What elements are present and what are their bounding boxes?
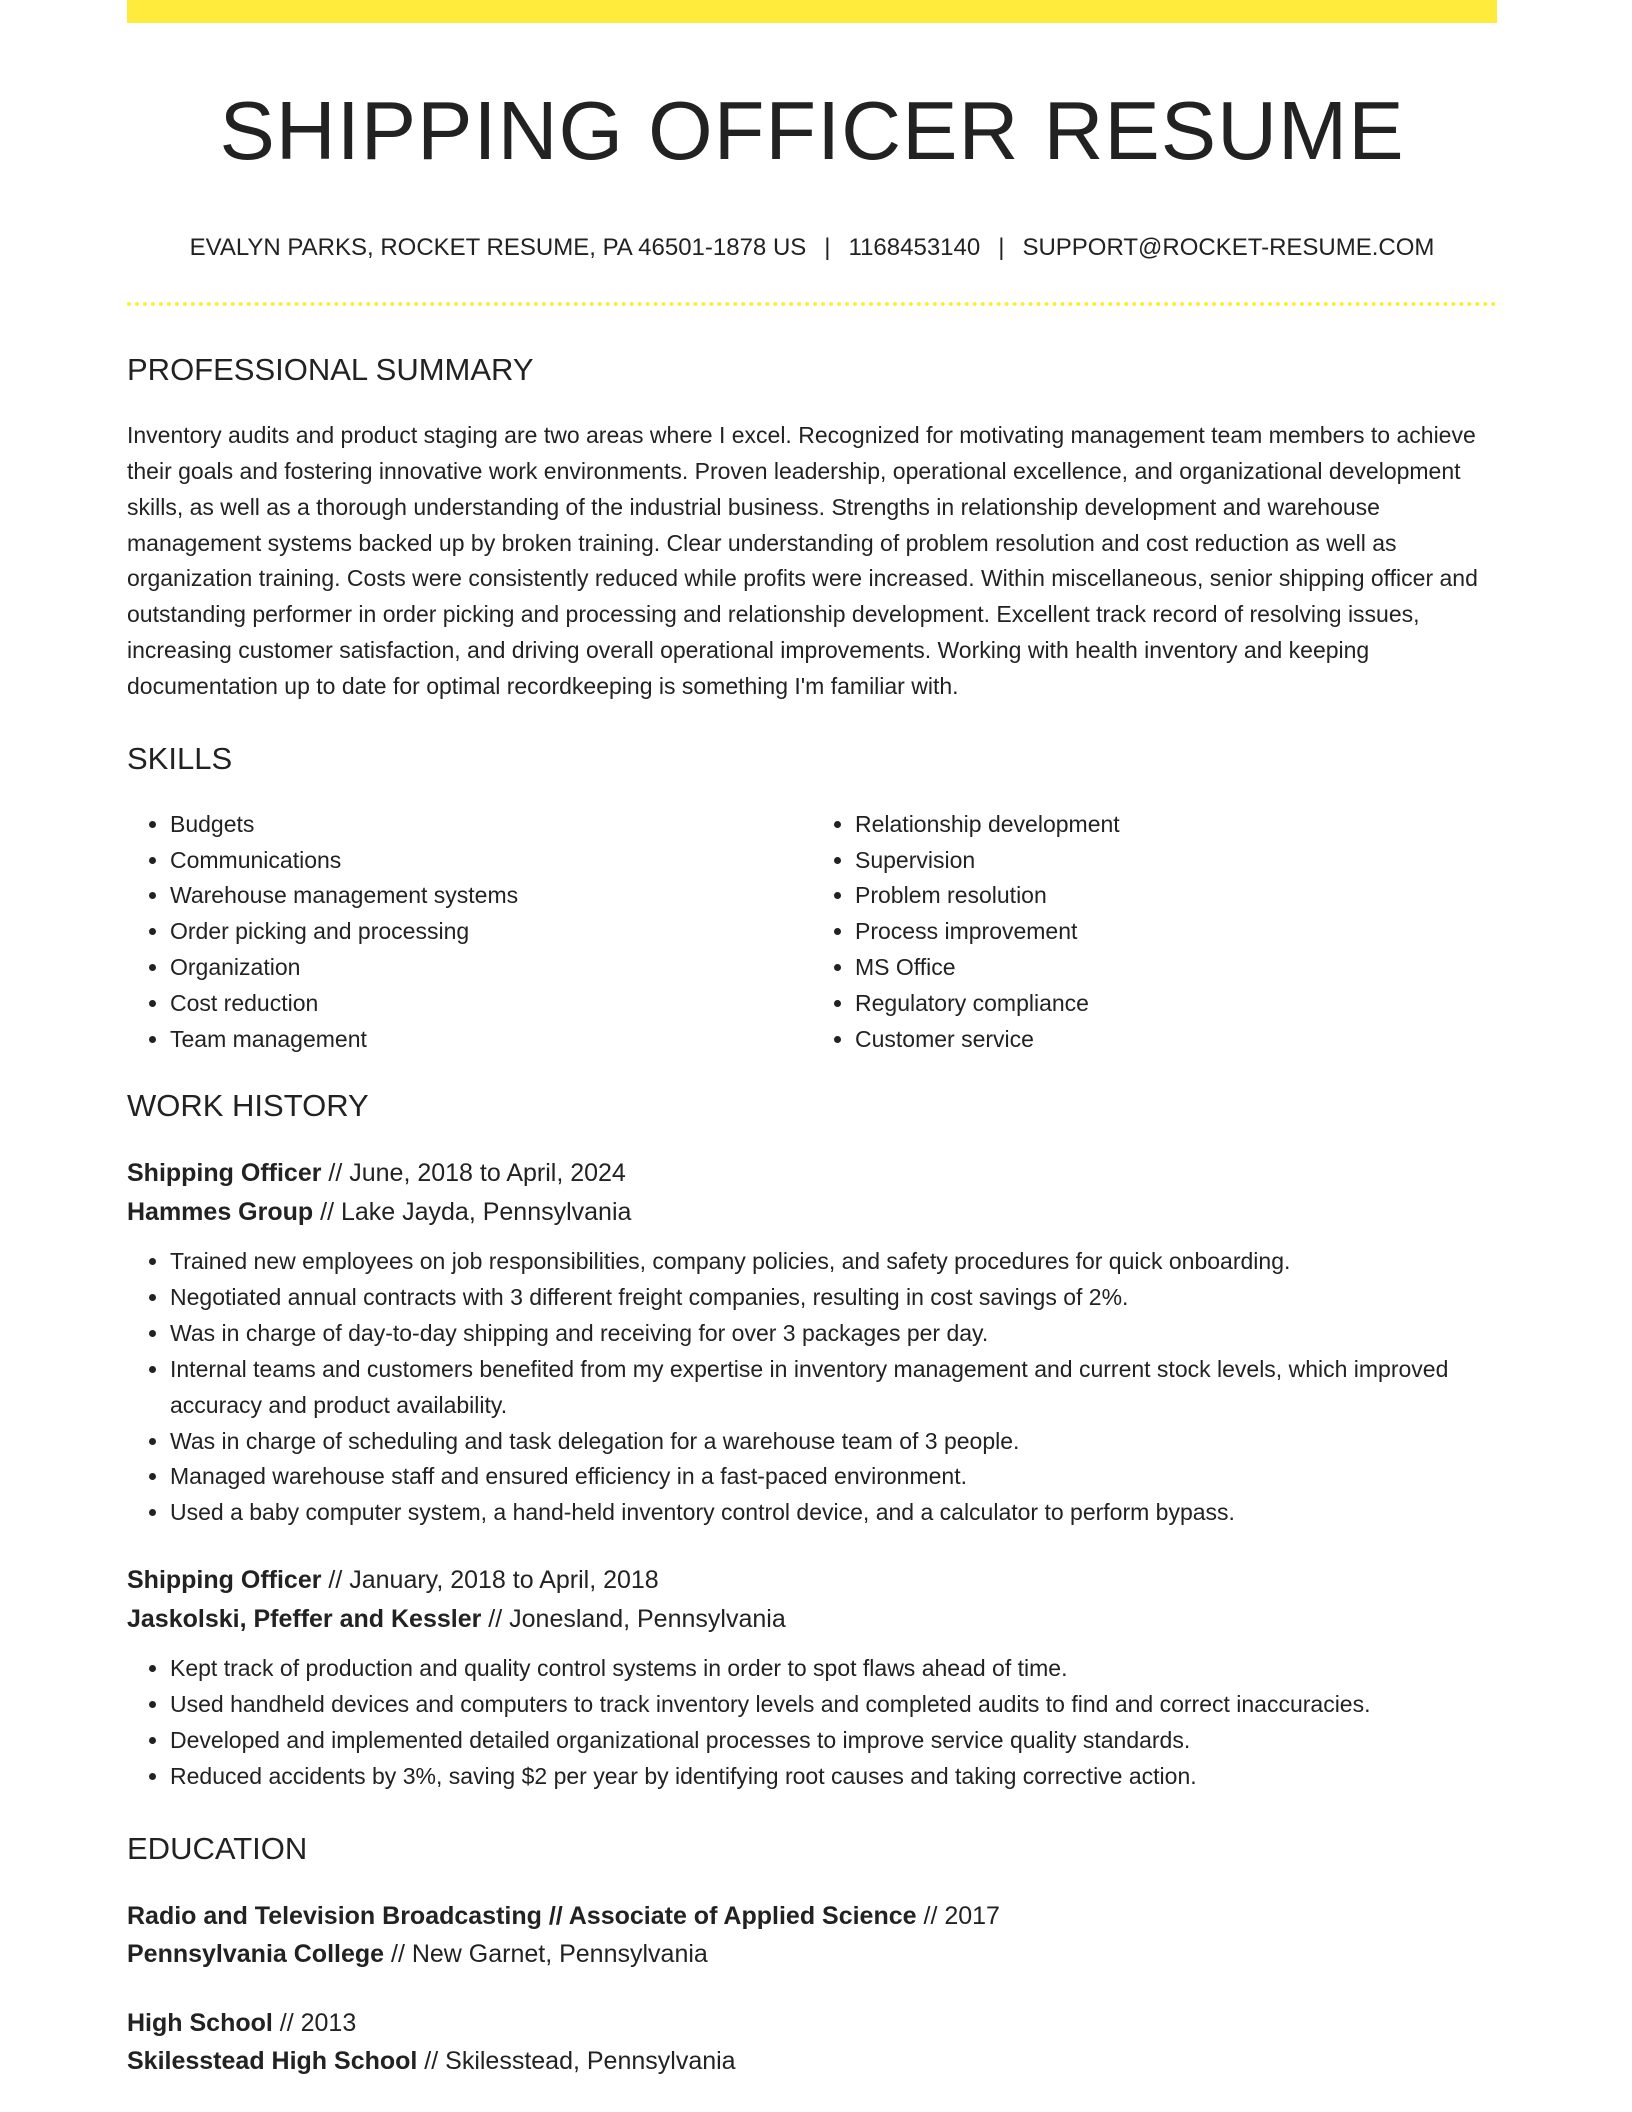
job-bullet: • Developed and implemented detailed organizational processes to improve service quality standards.: [170, 1723, 1497, 1759]
skill-item: • Team management: [170, 1022, 812, 1058]
education-heading: EDUCATION: [127, 1830, 308, 1866]
job-bullets: [127, 1244, 1497, 1531]
job-company-line: [127, 1600, 1497, 1639]
skill-item: • Budgets: [170, 807, 812, 843]
job-bullet: • Used handheld devices and computers to track inventory levels and completed audits to find and correct inaccuracies.: [170, 1687, 1497, 1723]
education-school-line: [127, 2042, 1497, 2080]
skill-item: • Cost reduction: [170, 986, 812, 1022]
contact-email: SUPPORT@ROCKET-RESUME.COM: [1022, 234, 1435, 262]
job-bullet: • Was in charge of scheduling and task delegation for a warehouse team of 3 people.: [170, 1424, 1497, 1460]
skill-item: • Supervision: [855, 843, 1497, 879]
skills-column-right: [812, 807, 1497, 1058]
resume-title: SHIPPING OFFICER RESUME: [219, 84, 1405, 177]
job-title: Shipping Officer: [127, 1159, 322, 1188]
education-school-line: [127, 1935, 1497, 1973]
job-company: Hammes Group: [127, 1198, 314, 1227]
job-bullets: [127, 1651, 1497, 1795]
skill-item: • Order picking and processing: [170, 914, 812, 950]
education-entry: [127, 1897, 1497, 1973]
contact-address: EVALYN PARKS, ROCKET RESUME, PA 46501-1878 US: [189, 234, 807, 262]
skills-column-left: [127, 807, 812, 1058]
job-bullet: • Was in charge of day-to-day shipping and receiving for over 3 packages per day.: [170, 1316, 1497, 1352]
education-year: // 2017: [916, 1901, 1000, 1930]
dotted-divider: [127, 302, 1497, 306]
contact-phone: 1168453140: [848, 234, 981, 262]
education-location: // New Garnet, Pennsylvania: [384, 1939, 708, 1968]
education-degree: Radio and Television Broadcasting // Associate of Applied Science: [127, 1901, 917, 1930]
job-location: // Jonesland, Pennsylvania: [481, 1605, 786, 1634]
skill-item: • Problem resolution: [855, 878, 1497, 914]
resume-page: [127, 0, 1497, 2080]
job-company: Jaskolski, Pfeffer and Kessler: [127, 1605, 482, 1634]
job-bullet: • Negotiated annual contracts with 3 different freight companies, resulting in cost savings of 2%.: [170, 1280, 1497, 1316]
education-degree-line: [127, 2004, 1497, 2042]
education-degree-line: [127, 1897, 1497, 1935]
job-entry: [127, 1561, 1497, 1795]
skill-item: • Regulatory compliance: [855, 986, 1497, 1022]
job-bullet: • Internal teams and customers benefited from my expertise in inventory management and current stock levels, which improved accuracy and product availability.: [170, 1352, 1497, 1424]
skill-item: • Organization: [170, 950, 812, 986]
job-bullet: • Managed warehouse staff and ensured efficiency in a fast-paced environment.: [170, 1459, 1497, 1495]
job-location: // Lake Jayda, Pennsylvania: [313, 1198, 632, 1227]
job-dates: // January, 2018 to April, 2018: [321, 1566, 659, 1595]
skill-item: • Customer service: [855, 1022, 1497, 1058]
job-title-line: [127, 1561, 1497, 1600]
education-entry: [127, 2004, 1497, 2080]
skill-item: • Relationship development: [855, 807, 1497, 843]
skill-item: • Warehouse management systems: [170, 878, 812, 914]
education-school: Skilesstead High School: [127, 2046, 418, 2075]
skill-item: • Process improvement: [855, 914, 1497, 950]
job-bullet: • Kept track of production and quality control systems in order to spot flaws ahead of time.: [170, 1651, 1497, 1687]
job-company-line: [127, 1193, 1497, 1232]
skill-item: • Communications: [170, 843, 812, 879]
contact-separator: |: [824, 234, 831, 262]
job-title-line: [127, 1154, 1497, 1193]
summary-heading: PROFESSIONAL SUMMARY: [127, 352, 534, 388]
accent-bar: [127, 0, 1497, 23]
contact-line: [127, 234, 1497, 262]
job-bullet: • Trained new employees on job responsibilities, company policies, and safety procedures for quick onboarding.: [170, 1244, 1497, 1280]
skills-grid: [127, 807, 1497, 1058]
job-bullet: • Used a baby computer system, a hand-held inventory control device, and a calculator to perform bypass.: [170, 1495, 1497, 1531]
job-bullet: • Reduced accidents by 3%, saving $2 per year by identifying root causes and taking corrective action.: [170, 1759, 1497, 1795]
education-school: Pennsylvania College: [127, 1939, 385, 1968]
education-year: // 2013: [272, 2008, 357, 2037]
summary-text: Inventory audits and product staging are two areas where I excel. Recognized for motivating management team members to achieve their goals and fostering innovative work environments. Proven leadership, operational excellence, and organizational development skills, as well as a thorough understanding of the industrial business. Strengths in relationship development and warehouse management systems backed up by broken training. Clear understanding of problem resolution and cost reduction as well as organization training. Costs were consistently reduced while profits were increased. Within miscellaneous, senior shipping officer and outstanding performer in order picking and processing and relationship development. Excellent track record of resolving issues, increasing customer satisfaction, and driving overall operational improvements. Working with health inventory and keeping documentation up to date for optimal recordkeeping is something I'm familiar with.: [127, 422, 1478, 699]
skill-item: • MS Office: [855, 950, 1497, 986]
education-degree: High School: [127, 2008, 273, 2037]
job-entry: [127, 1154, 1497, 1531]
education-location: // Skilesstead, Pennsylvania: [417, 2046, 736, 2075]
job-dates: // June, 2018 to April, 2024: [321, 1159, 626, 1188]
skills-heading: SKILLS: [127, 740, 233, 776]
job-title: Shipping Officer: [127, 1566, 322, 1595]
work-history-heading: WORK HISTORY: [127, 1088, 369, 1124]
contact-separator: |: [998, 234, 1005, 262]
